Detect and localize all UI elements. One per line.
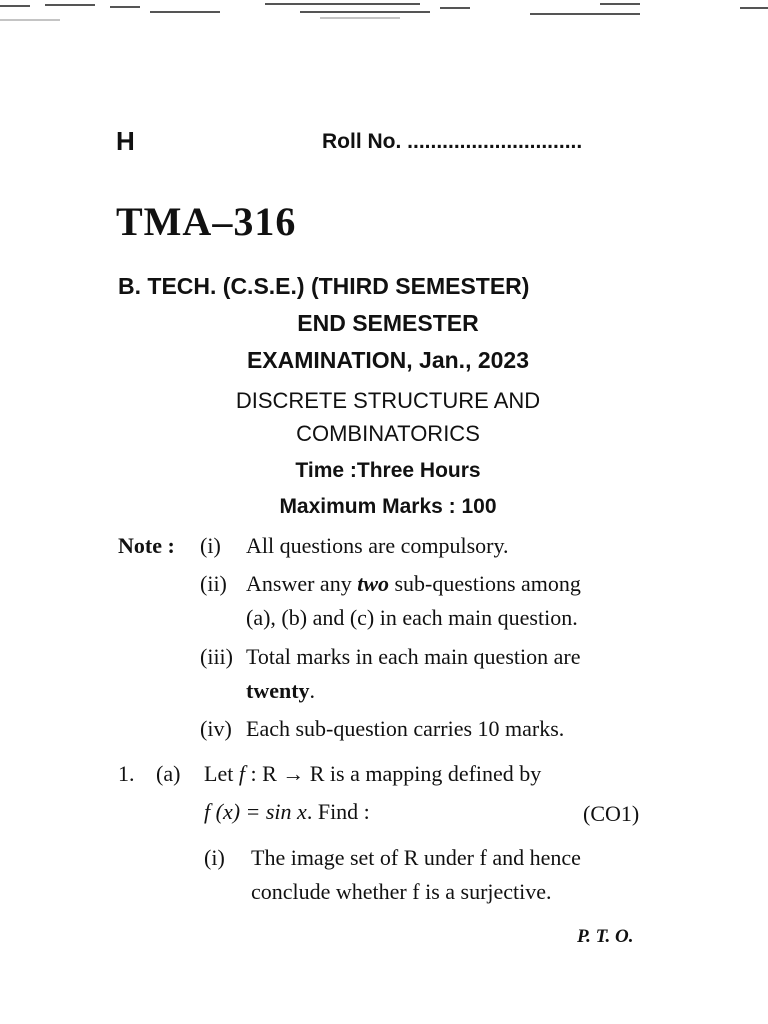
paper-code: TMA–316: [116, 199, 297, 244]
scan-edge-artifact: [0, 0, 768, 28]
question-line-1: Let f : R → R is a mapping defined by: [204, 761, 542, 786]
note-item-4-num: (iv): [200, 716, 232, 741]
set-letter: H: [116, 126, 135, 156]
sub-question-line-1: The image set of R under f and hence: [251, 845, 581, 870]
note-item-1-text: All questions are compulsory.: [246, 533, 509, 558]
exam-type: END SEMESTER: [297, 310, 479, 336]
exam-session: EXAMINATION, Jan., 2023: [246, 347, 530, 373]
question-number: 1.: [118, 761, 135, 786]
note-item-2-num: (ii): [200, 571, 227, 596]
note-item-3-line1: Total marks in each main question are: [246, 644, 581, 669]
note-label: Note :: [118, 533, 175, 558]
subject-line-1: DISCRETE STRUCTURE AND: [235, 388, 541, 413]
pto-label: P. T. O.: [577, 926, 634, 947]
sub-question-num: (i): [204, 845, 225, 870]
note-item-3-num: (iii): [200, 644, 233, 669]
roll-number-field: Roll No. ..............................: [322, 130, 583, 153]
subject-line-2: COMBINATORICS: [296, 421, 480, 446]
course-outcome: (CO1): [583, 801, 640, 826]
note-item-4-text: Each sub-question carries 10 marks.: [246, 716, 565, 741]
note-item-2-line1: Answer any two sub-questions among: [246, 571, 581, 596]
exam-time: Time :Three Hours: [295, 459, 481, 482]
max-marks: Maximum Marks : 100: [279, 495, 497, 518]
program-title: B. TECH. (C.S.E.) (THIRD SEMESTER): [118, 273, 530, 299]
sub-question-line-2: conclude whether f is a surjective.: [251, 879, 552, 904]
note-item-2-line2: (a), (b) and (c) in each main question.: [246, 605, 578, 630]
note-item-3-line2: twenty.: [246, 678, 316, 703]
question-line-2: f (x) = sin x. Find :: [204, 799, 370, 824]
note-item-1-num: (i): [200, 533, 221, 558]
question-part: (a): [156, 761, 181, 786]
